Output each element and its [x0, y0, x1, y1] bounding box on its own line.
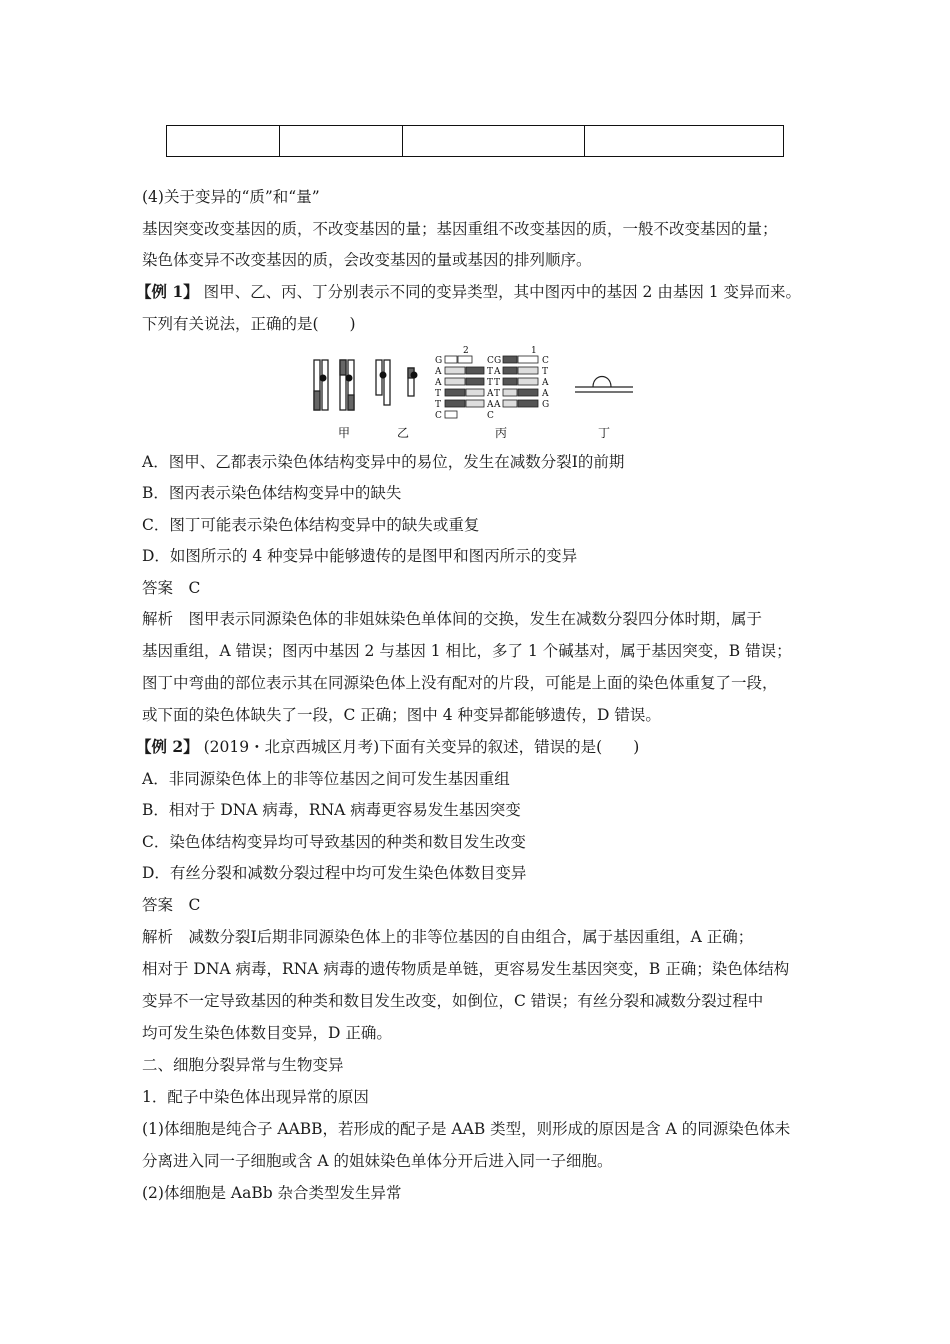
svg-text:T: T — [487, 367, 494, 377]
gene-label-2: 2 — [463, 346, 469, 356]
figure-label-bing: 丙 — [495, 426, 508, 440]
option-b: B．图丙表示染色体结构变异中的缺失 — [142, 484, 402, 502]
option-c: C．染色体结构变异均可导致基因的种类和数目发生改变 — [142, 833, 526, 851]
svg-text:T: T — [487, 378, 494, 388]
chromosome-pair-yi-2 — [376, 360, 390, 405]
svg-text:A: A — [542, 378, 549, 388]
svg-text:A: A — [487, 400, 494, 410]
analysis-line: 基因重组，A 错误；图丙中基因 2 与基因 1 相比，多了 1 个碱基对，属于基因突变，B 错误； — [142, 642, 792, 660]
option-a: A．非同源染色体上的非等位基因之间可发生基因重组 — [142, 770, 510, 788]
option-d: D．如图所示的 4 种变异中能够遗传的是图甲和图丙所示的变异 — [142, 547, 578, 565]
figure-label-jia: 甲 — [338, 426, 351, 440]
svg-text:A: A — [435, 367, 442, 377]
option-c: C．图丁可能表示染色体结构变异中的缺失或重复 — [142, 516, 480, 534]
paragraph: (2)体细胞是 AaBb 杂合类型发生异常 — [142, 1184, 402, 1202]
example-tag: 【例 1】 — [136, 282, 199, 301]
chromosome-loop-ding — [575, 377, 633, 393]
example-tag: 【例 2】 — [136, 737, 199, 756]
svg-text:A: A — [542, 389, 549, 399]
option-d: D．有丝分裂和减数分裂过程中均可发生染色体数目变异 — [142, 864, 527, 882]
dna-segment-bing — [434, 346, 549, 421]
figure-label-ding: 丁 — [598, 426, 611, 440]
paragraph: (1)体细胞是纯合子 AABB，若形成的配子是 AAB 类型，则形成的原因是含 A 的同源染色体未 — [142, 1120, 791, 1138]
svg-text:T: T — [494, 389, 501, 399]
figure-label-yi: 乙 — [397, 426, 410, 440]
svg-text:G: G — [435, 356, 443, 366]
table-cell — [167, 126, 280, 156]
option-b: B．相对于 DNA 病毒，RNA 病毒更容易发生基因突变 — [142, 801, 521, 819]
subsection-heading: 1．配子中染色体出现异常的原因 — [142, 1088, 369, 1106]
example-stem — [136, 736, 822, 758]
svg-text:T: T — [542, 367, 549, 377]
svg-text:G: G — [494, 356, 502, 366]
gene-label-1: 1 — [531, 346, 537, 356]
section-heading: 二、细胞分裂异常与生物变异 — [142, 1056, 344, 1074]
answer: 答案 C — [142, 579, 201, 597]
svg-text:G: G — [542, 400, 550, 410]
example-stem-text: (2019・北京西城区月考)下面有关变异的叙述，错误的是( ) — [198, 738, 640, 756]
svg-text:C: C — [435, 411, 442, 421]
table-cell — [403, 126, 585, 156]
analysis-line: 或下面的染色体缺失了一段，C 正确；图中 4 种变异都能够遗传，D 错误。 — [142, 706, 661, 724]
analysis-line: 解析 图甲表示同源染色体的非姐妹染色单体间的交换，发生在减数分裂四分体时期，属于 — [142, 610, 763, 628]
section-heading: (4)关于变异的“质”和“量” — [142, 188, 320, 206]
paragraph: 分离进入同一子细胞或含 A 的姐妹染色单体分开后进入同一子细胞。 — [142, 1152, 613, 1170]
svg-text:A: A — [487, 389, 494, 399]
svg-text:T: T — [435, 389, 442, 399]
variation-figure — [300, 343, 650, 443]
table-cell — [585, 126, 783, 156]
analysis-line: 均可发生染色体数目变异，D 正确。 — [142, 1024, 392, 1042]
svg-text:T: T — [494, 378, 501, 388]
svg-text:C: C — [542, 356, 549, 366]
analysis-line: 解析 减数分裂Ⅰ后期非同源染色体上的非等位基因的自由组合，属于基因重组，A 正确； — [142, 928, 754, 946]
paragraph: 染色体变异不改变基因的质，会改变基因的量或基因的排列顺序。 — [142, 251, 592, 269]
svg-text:A: A — [435, 378, 442, 388]
chromosome-pair-jia — [314, 360, 328, 410]
option-a: A．图甲、乙都表示染色体结构变异中的易位，发生在减数分裂Ⅰ的前期 — [142, 453, 625, 471]
svg-text:C: C — [487, 411, 494, 421]
svg-text:T: T — [435, 400, 442, 410]
table-fragment — [166, 125, 784, 157]
answer: 答案 C — [142, 896, 201, 914]
chromosome-single — [408, 368, 418, 396]
analysis-line: 相对于 DNA 病毒，RNA 病毒的遗传物质是单链，更容易发生基因突变，B 正确；染色体结构 — [142, 960, 790, 978]
example-stem-text: 图甲、乙、丙、丁分别表示不同的变异类型，其中图丙中的基因 2 由基因 1 变异而来。 — [198, 283, 802, 301]
figure-labels — [338, 426, 610, 440]
svg-text:A: A — [494, 367, 501, 377]
example-stem — [136, 281, 822, 303]
analysis-line: 图丁中弯曲的部位表示其在同源染色体上没有配对的片段，可能是上面的染色体重复了一段， — [142, 674, 778, 692]
table-cell — [280, 126, 403, 156]
svg-text:A: A — [494, 400, 501, 410]
svg-text:C: C — [487, 356, 494, 366]
analysis-line: 变异不一定导致基因的种类和数目发生改变，如倒位，C 错误；有丝分裂和减数分裂过程中 — [142, 992, 764, 1010]
chromosome-pair-yi — [340, 360, 354, 410]
paragraph: 基因突变改变基因的质，不改变基因的量；基因重组不改变基因的质，一般不改变基因的量； — [142, 220, 778, 238]
example-stem-cont: 下列有关说法，正确的是( ) — [142, 315, 356, 333]
